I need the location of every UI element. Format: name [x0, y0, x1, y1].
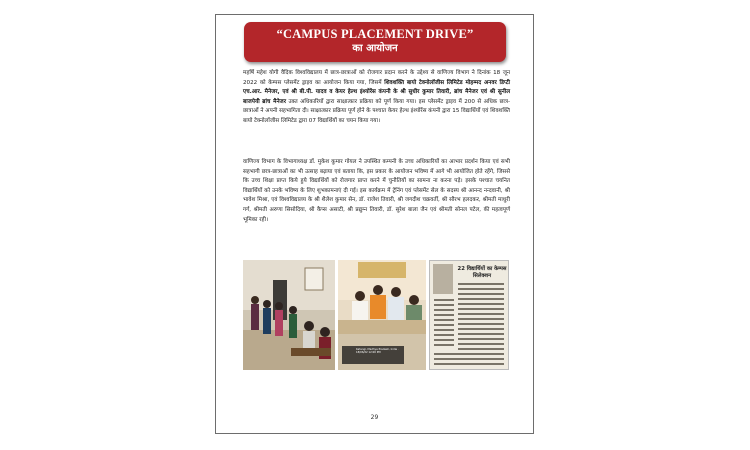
paragraph-intro-bold: शिवशक्ति बायो टेक्नोलॉजीस लिमिटेड मोहम्मद अनवर डिप्टी एच.आर. मैनेजर, एवं श्री बी.पी. यादव व केयर हेल्थ इंश्योरेंस कंपनी के श्री सुधीर कुमार तिवारी, ब्रांच मैनेजर एवं श्री सुनील बाजपेयी ब्रांच मैनेजर	[243, 79, 511, 105]
banner-subtitle: का आयोजन	[352, 43, 398, 54]
paragraph-intro	[243, 69, 510, 127]
newspaper-headline: 22 विद्यार्थियों का केम्पस सिलेक्शन	[457, 266, 507, 279]
paragraph-thanks: वाणिज्य विभाग के विभागाध्यक्ष डॉ. मुकेश कुमार गोयल ने उपस्थित कम्पनी के उच्च अधिकारियों का आभार प्रदर्शन किया एवं सभी सहभागी छात्र-छात्राओं का भी उत्साह बढ़ाया एवं बताया कि, इस प्रकार के आयोजन भविष्य में आगे भी आयोजित होते रहेंगे, जिससे कि उच्च शिक्षा प्राप्त किये हुये विद्यार्थियों को रोजगार प्राप्त करने में चुनौतियों का सामना ना करना पड़े। इसके पश्चात चयनित विद्यार्थियों को उनके भविष्य के लिए शुभकामनाएं दी गई। इस कार्यक्रम में ट्रेनिंग एवं प्लेसमेंट सेल के सदस्य श्री आनन्द नन्दवानी, श्री भावेश मिश्रा, एवं विश्वविद्यालय के श्री शैलेश कुमार सेन, डॉ. राजेश तिवारी, श्री जगदीश चक्रवर्ती, श्री सौरभ हलदकर, श्रीमती माधुरी गर्ग, श्रीमती अरुणा सिसोदिया, श्री कैप्स असाटी, श्री प्रद्युम्न तिवारी, डॉ. सुरेश बाला जैन एवं श्रीमती सोनल पटेल, की महत्वपूर्ण भूमिका रही।	[243, 159, 510, 223]
banner-title: “CAMPUS PLACEMENT DRIVE”	[276, 27, 474, 41]
paragraph-intro-a: महर्षि महेश योगी वैदिक विश्वविद्यालय में छात्र-छात्राओं को रोजगार प्रदान करने के उद्देश्य से वाणिज्य विभाग ने दिनांक 18 जून 2022 को केम्पस प्लेसमेंट ड्राइव का आयोजन किया गया, जिसमें	[243, 70, 510, 86]
page-number: 29	[370, 414, 379, 421]
title-banner	[244, 22, 506, 62]
document-page	[215, 14, 534, 434]
photo-newspaper-clipping	[429, 260, 509, 370]
photo-students-queue	[243, 260, 335, 370]
photo-interview-panel	[338, 260, 426, 370]
geo-tag: Katangi, Madhya Pradesh, India · 18/06/22 12:00 PM	[342, 346, 404, 364]
paragraph-intro-c: उक्त अधिकारियों द्वारा साक्षात्कार प्रक्रिया को पूर्ण किया गया। इस प्लेसमेंट ड्राइव में 200 से अधिक छात्र-छात्राओं ने अपनी सहभागिता दी। साक्षात्कार प्रक्रिया पूर्ण होने के पश्चात केयर हेल्थ इंश्योरेंस कंपनी द्वारा 15 विद्यार्थियों एवं शिवशक्ति बायो टेक्नोलॉजीस लिमिटेड द्वारा 07 विद्यार्थियों का चयन किया गया।	[243, 98, 510, 124]
